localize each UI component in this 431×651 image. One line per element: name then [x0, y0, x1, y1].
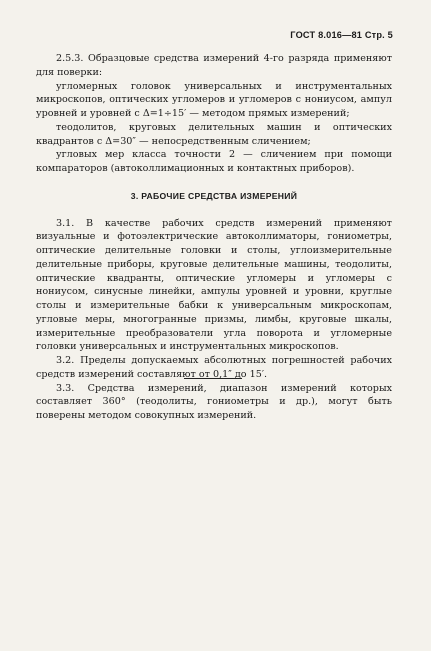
- page-header: ГОСТ 8.016—81 Стр. 5: [290, 30, 393, 40]
- paragraph-3-3: 3.3. Средства измерений, диапазон измерений которых составляет 360° (теодолиты, гониометры и др.), могут быть поверены методом совокупных измерений.: [36, 382, 392, 421]
- page-content: [36, 52, 392, 423]
- end-rule: [184, 378, 242, 379]
- paragraph-angle-gauges: угловых мер класса точности 2 — сличением при помощи компараторов (автоколлимационных и контактных приборов).: [36, 149, 392, 174]
- paragraph-2-5-3: 2.5.3. Образцовые средства измерений 4-го разряда применяют для поверки:: [36, 53, 392, 78]
- paragraph-3-2: 3.2. Пределы допускаемых абсолютных погрешностей рабочих средств измерений составляют от 0,1″ до 15′.: [36, 355, 392, 380]
- paragraph-3-1: 3.1. В качестве рабочих средств измерений применяют визуальные и фотоэлектрические автоколлиматоры, гониометры, оптические делительные головки и столы, углоизмерительные делительные приборы, круговые делительные машины, теодолиты, оптические квадранты, оптические угломеры и угломеры с нониусом, синусные линейки, ампулы уровней и уровни, круглые столы и измерительные бабки к универсальным микроскопам, угловые меры, многогранные призмы, лимбы, круговые шкалы, измерительные преобразователи угла поворота и угломерные головки универсальных и инструментальных микроскопов.: [36, 217, 392, 353]
- paragraph-theodolites: теодолитов, круговых делительных машин и оптических квадрантов с Δ=30″ — непосредственным сличением;: [36, 121, 392, 147]
- section-title: 3. РАБОЧИЕ СРЕДСТВА ИЗМЕРЕНИЙ: [130, 190, 298, 201]
- paragraph-goniometer-heads: угломерных головок универсальных и инструментальных микроскопов, оптических угломеров и угломеров с нониусом, ампул уровней и уровней с Δ=1÷15′ — методом прямых измерений;: [36, 80, 392, 119]
